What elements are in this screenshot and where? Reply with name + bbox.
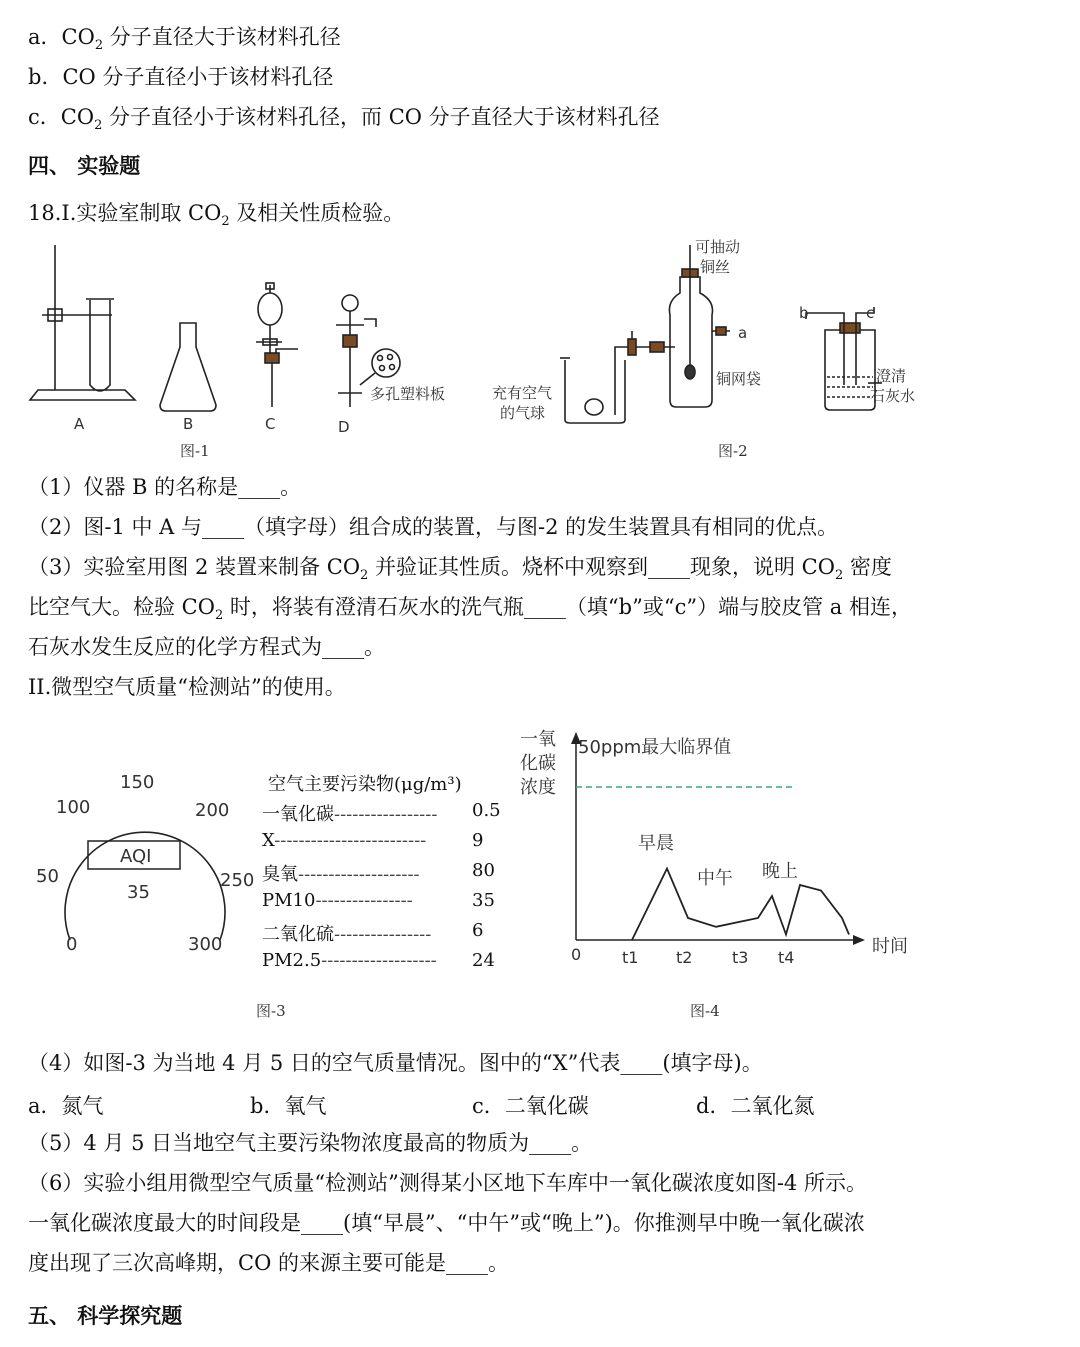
q4-option-c: c．二氧化碳 [472,1094,589,1118]
section4-title: 四、 实验题 [28,154,141,178]
pollutant-row: PM2.5------------------- 24 [262,950,495,971]
question-3-line-2: 比空气大。检验 $CO_2$ 时，将装有澄清石灰水的洗气瓶____（填“b”或“c”）端与胶皮管 a 相连， [28,595,912,624]
gauge-tick-300: 300 [188,934,223,955]
gauge-tick-150: 150 [120,772,155,793]
fig2-bag-label: 铜网袋 [716,370,762,388]
fig2-balloon-label-2: 的气球 [500,404,546,422]
q18-title: 18.I.实验室制取 $CO_2$ 及相关性质检验。 [28,201,405,230]
fig1-plate-label: 多孔塑料板 [370,385,446,403]
fig1-label-c: C [265,415,276,433]
gauge-tick-0: 0 [66,934,78,955]
chart-tick-t1: t1 [622,948,639,967]
question-6-line-1: （6）实验小组用微型空气质量“检测站”测得某小区地下车库中一氧化碳浓度如图-4 所示。 [28,1171,867,1195]
fig2-wire-label-1: 可抽动 [695,238,741,256]
q4-option-d: d．二氧化氮 [696,1094,815,1118]
fig1-label-a: A [74,415,85,433]
option-c: c．$CO_2$ 分子直径小于该材料孔径，而 CO 分子直径大于该材料孔径 [28,105,660,134]
chart-xlabel: 时间 [872,936,908,957]
q4-option-a: a．氮气 [28,1094,104,1118]
fig3-caption: 图-3 [256,1002,286,1020]
question-3-line-3: 石灰水发生反应的化学方程式为____。 [28,635,385,659]
aqi-value: 35 [127,882,150,903]
q4-option-b: b．氧气 [250,1094,327,1118]
section5-title: 五、 科学探究题 [28,1304,183,1328]
fig2-b-label: b [799,304,809,322]
fig2-wire-label-2: 铜丝 [700,258,731,276]
question-6-line-3: 度出现了三次高峰期，CO 的来源主要可能是____。 [28,1251,509,1275]
fig2-caption: 图-2 [718,442,748,460]
chart-tick-t4: t4 [778,948,795,967]
fig4-caption: 图-4 [690,1002,720,1020]
pollutant-row: 一氧化碳----------------- 0.5 [262,800,501,825]
x-axis-arrow [853,935,865,945]
option-b: b．CO 分子直径小于该材料孔径 [28,65,334,89]
chart-annotation-noon: 中午 [697,868,733,889]
fig2-balloon-label-1: 充有空气 [492,384,553,402]
fig1-label-d: D [338,418,350,436]
fig1-label-b: B [183,415,194,433]
question-6-line-2: 一氧化碳浓度最大的时间段是____(填“早晨”、“中午”或“晚上”)。你推测早中晚一氧化碳浓 [28,1211,865,1235]
gauge-tick-50: 50 [36,866,59,887]
pollutant-row: 臭氧-------------------- 80 [262,860,495,885]
fig2-c-label: c [866,304,875,322]
chart-annotation-morning: 早晨 [638,833,674,854]
option-a: a．$CO_2$ 分子直径大于该材料孔径 [28,25,341,54]
chart-annotation-evening: 晚上 [762,861,798,882]
chart-ylabel: 一氧化碳浓度 [520,729,556,798]
fig1-caption: 图-1 [180,442,210,460]
chart-threshold-label: 50ppm最大临界值 [578,737,732,758]
question-4: （4）如图-3 为当地 4 月 5 日的空气质量情况。图中的“X”代表____(填字母)。 [28,1051,763,1075]
aqi-label: AQI [120,846,152,867]
gauge-tick-200: 200 [195,800,230,821]
gauge-tick-100: 100 [56,797,91,818]
chart-tick-t3: t3 [732,948,749,967]
fig2-lime-label-1: 澄清 [876,367,907,385]
aqi-gauge [40,800,250,950]
question-1: （1）仪器 B 的名称是____。 [28,475,302,499]
question-5: （5）4 月 5 日当地空气主要污染物浓度最高的物质为____。 [28,1131,593,1155]
chart-origin: 0 [571,945,582,964]
fig2-a-label: a [738,324,748,342]
gauge-tick-250: 250 [220,870,255,891]
co-series-line [632,869,849,941]
question-2: （2）图-1 中 A 与____（填字母）组合成的装置，与图-2 的发生装置具有相同的优点。 [28,515,839,539]
chart-tick-t2: t2 [676,948,693,967]
pollutant-row: 二氧化硫---------------- 6 [262,920,484,945]
question-3-line-1: （3）实验室用图 2 装置来制备 $CO_2$ 并验证其性质。烧杯中观察到____现象，说明 $CO_2$ 密度 [28,555,892,584]
pollutant-row: PM10---------------- 35 [262,890,495,911]
pollutant-row: X------------------------- 9 [262,830,484,851]
figure-1-apparatus [20,235,470,465]
fig2-lime-label-2: 石灰水 [870,387,916,405]
pollutant-table-title: 空气主要污染物(μg/m³) [268,774,462,795]
part-2-title: II.微型空气质量“检测站”的使用。 [28,675,346,699]
